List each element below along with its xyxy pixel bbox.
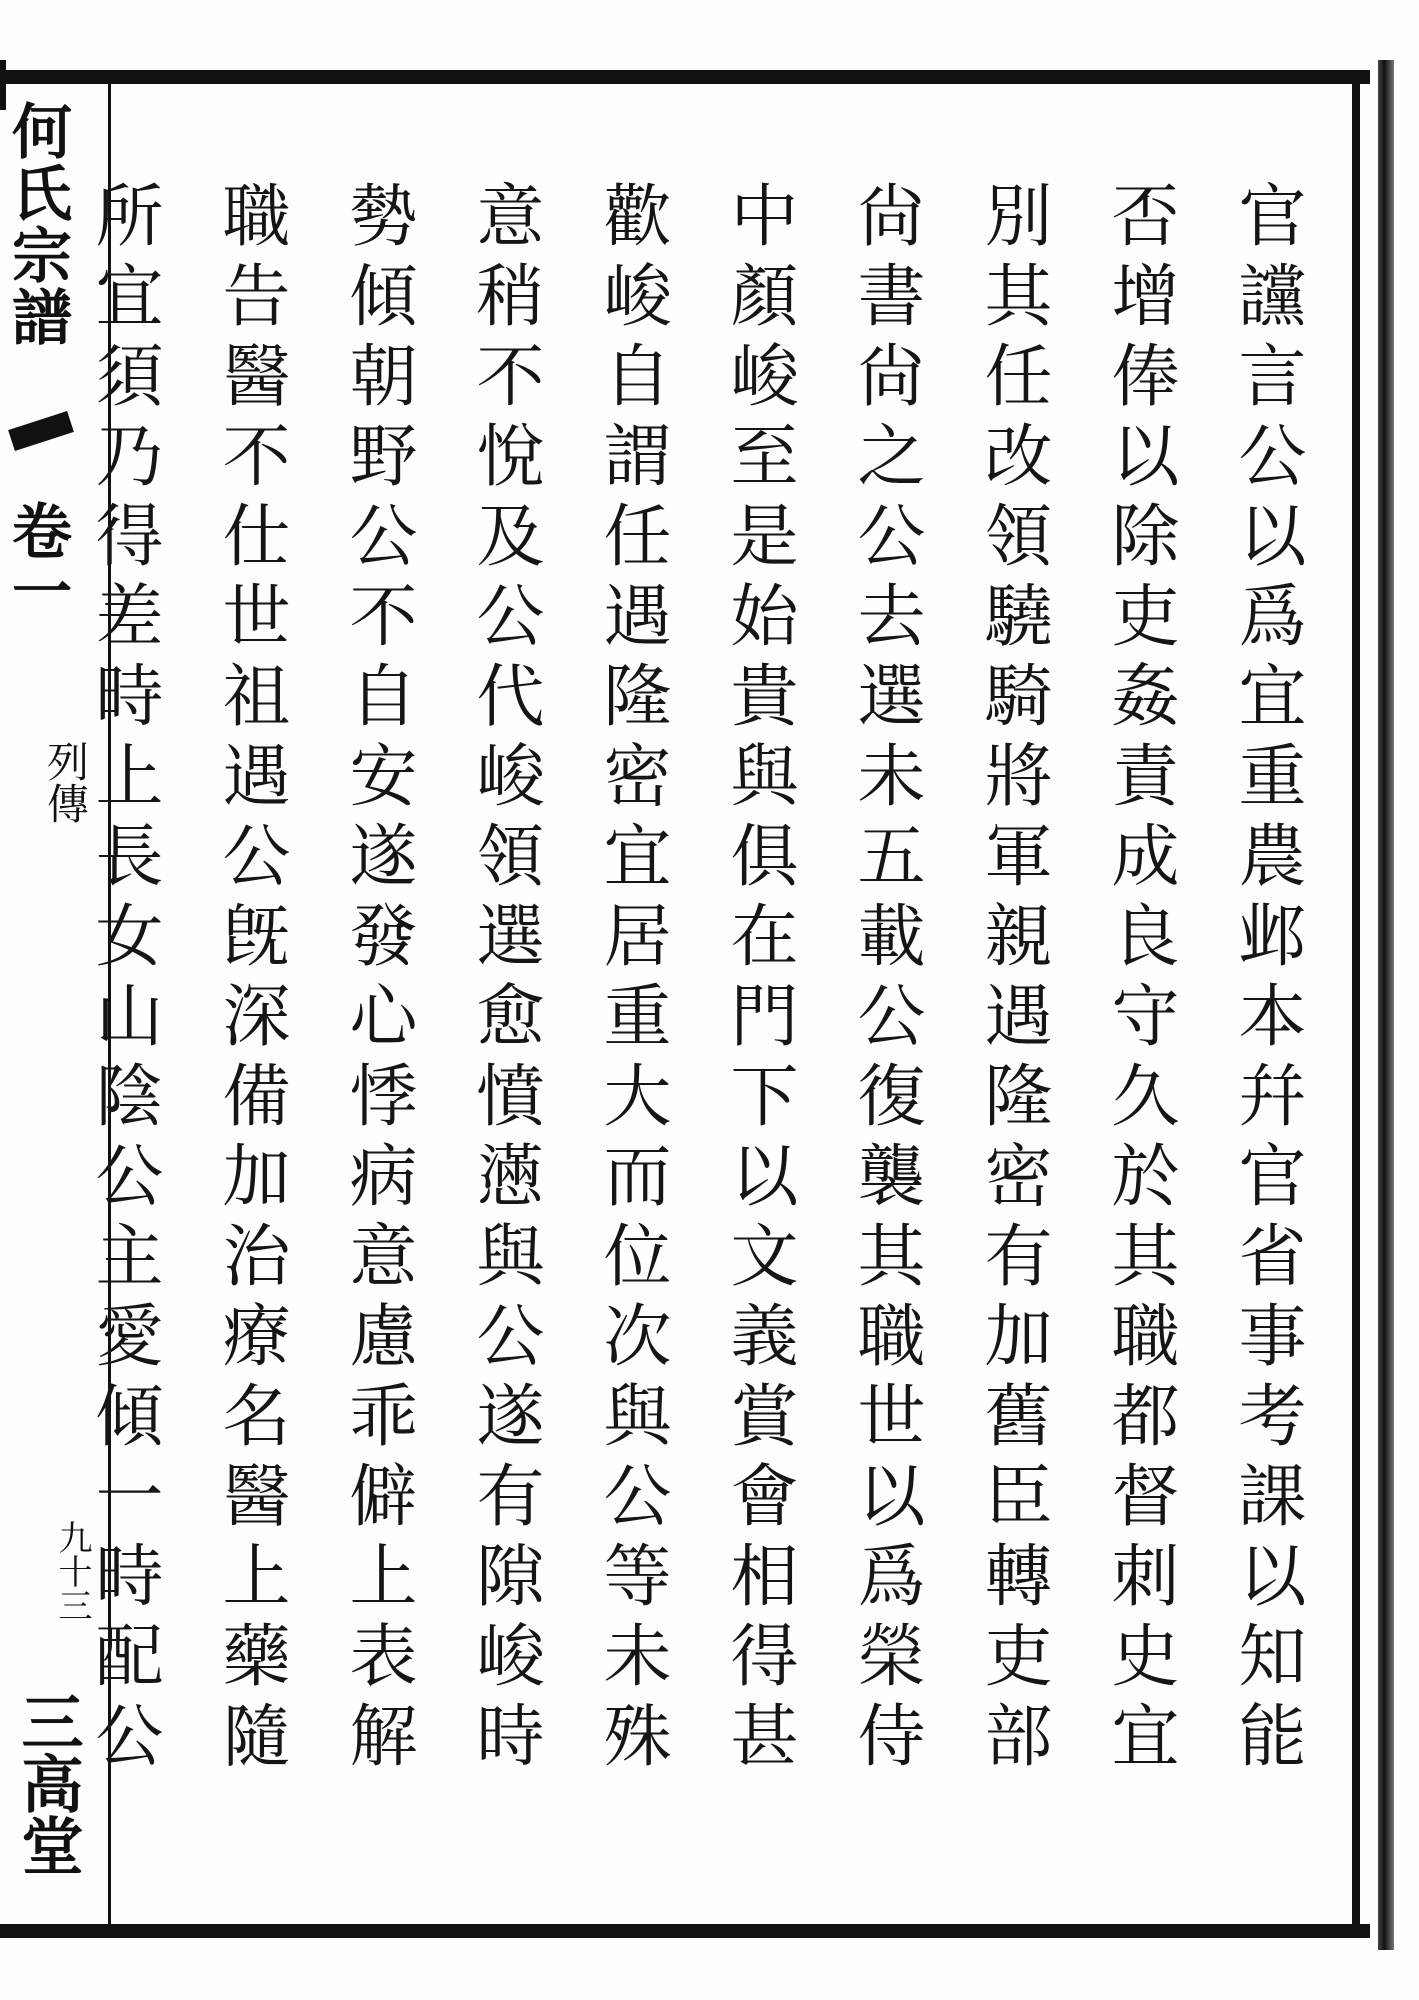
hall-name: 三高堂 — [11, 1690, 84, 1876]
book-title: 何氏宗譜 — [2, 100, 72, 348]
text-column-6: 歡峻自謂任遇隆密宜居重大而位次與公等未殊 — [592, 180, 671, 1780]
text-column-8: 勢傾朝野公不自安遂發心悸病意慮乖僻上表解 — [338, 180, 417, 1780]
page-number: 九十三 — [52, 1520, 92, 1622]
text-column-5: 中顏峻至是始貴與俱在門下以文義賞會相得甚 — [719, 180, 798, 1780]
text-column-10: 所宜須乃得差時上長女山陰公主愛傾一時配公 — [84, 180, 163, 1780]
text-column-4: 尙書尙之公去選未五載公復襲其職世以爲榮侍 — [846, 180, 925, 1780]
text-column-9: 職告醫不仕世祖遇公旣深備加治療名醫上藥隨 — [211, 180, 290, 1780]
text-column-3: 別其任改領驍騎將軍親遇隆密有加舊臣轉吏部 — [973, 180, 1052, 1780]
main-text — [84, 180, 1330, 1910]
section-label: 列傳 — [41, 740, 90, 824]
text-column-1: 官讜言公以爲宜重農邺本幷官省事考課以知能 — [1227, 180, 1306, 1780]
book-edge-shadow — [1378, 60, 1394, 1950]
volume-label: 卷一 — [2, 500, 72, 620]
text-column-7: 意稍不悅及公代峻領選愈憤懣與公遂有隙峻時 — [465, 180, 544, 1780]
frame-right-border — [1352, 70, 1360, 1938]
text-column-2: 否增俸以除吏姦責成良守久於其職都督刺史宜 — [1100, 180, 1179, 1780]
frame-top-border — [0, 70, 1370, 84]
frame-bottom-border — [0, 1924, 1370, 1938]
